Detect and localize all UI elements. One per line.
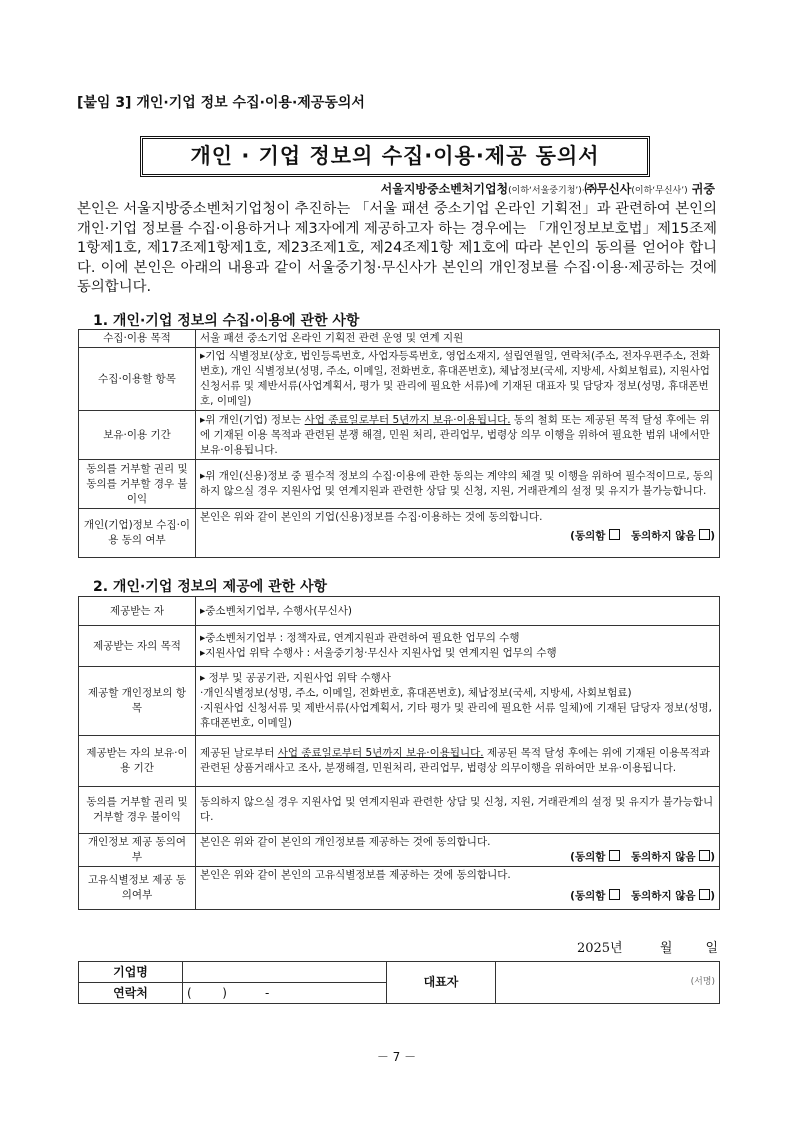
- row-content: ▸ 위 개인(신용)정보 중 필수적 정보의 수집·이용에 관한 동의는 계약의 체결 및 이행을 위하여 필수적이므로, 동의하지 않으실 경우 지원사업 및 연계지원과 관련한 상담 및 신청, 지원, 거래관계의 설정 및 유지가 불가능합니다.: [196, 460, 720, 509]
- table-row: [79, 962, 720, 983]
- row-content: 동의하지 않으실 경우 지원사업 및 연계지원과 관련한 상담 및 신청, 지원, 거래관계의 설정 및 유지가 불가능합니다.: [196, 787, 720, 834]
- table-row: [79, 667, 720, 736]
- addressee-line: [381, 180, 715, 197]
- contact-field[interactable]: ( ) -: [183, 983, 387, 1004]
- table-row: [79, 626, 720, 667]
- org2-note: (이하‘무신사’): [631, 186, 688, 196]
- row-content: 제공된 날로부터 사업 종료일로부터 5년까지 보유·이용됩니다. 제공된 목적 달성 후에는 위에 기재된 이용목적과 관련된 상품거래사고 조사, 분쟁해결, 민원처리, 관리업무, 법령상 의무이행을 위하여만 보유·이용됩니다.: [196, 736, 720, 787]
- row-header: 제공받는 자의 보유·이용 기간: [79, 736, 196, 787]
- company-label: 기업명: [79, 962, 183, 983]
- row-header: 수집·이용할 항목: [79, 348, 196, 411]
- consent-checkboxes: (동의함 동의하지 않음 ): [570, 530, 715, 542]
- agree-checkbox[interactable]: [609, 850, 620, 861]
- row-header: 제공할 개인정보의 항목: [79, 667, 196, 736]
- table-row: [79, 411, 720, 460]
- disagree-checkbox[interactable]: [699, 529, 710, 540]
- page-number: － 7 －: [376, 1050, 417, 1064]
- table-row: [79, 736, 720, 787]
- table-row: [79, 597, 720, 626]
- table-row: [79, 330, 720, 348]
- row-content: 본인은 위와 같이 본인의 개인정보를 제공하는 것에 동의합니다. (동의함 동의하지 않음 ): [196, 834, 720, 867]
- row-header: 제공받는 자의 목적: [79, 626, 196, 667]
- ceo-label: 대표자: [387, 962, 496, 1004]
- row-header: 보유·이용 기간: [79, 411, 196, 460]
- row-content: ▸ 중소벤처기업부, 수행사(무신사): [196, 597, 720, 626]
- section1-title: 1. 개인·기업 정보의 수집·이용에 관한 사항: [93, 313, 360, 329]
- row-content: 본인은 위와 같이 본인의 기업(신용)정보를 수집·이용하는 것에 동의합니다. (동의함 동의하지 않음 ): [196, 509, 720, 558]
- row-header: 개인정보 제공 동의여부: [79, 834, 196, 867]
- provision-table: [78, 596, 720, 910]
- table-row: [79, 867, 720, 910]
- row-header: 고유식별정보 제공 동의여부: [79, 867, 196, 910]
- document-title: 개인 · 기업 정보의 수집·이용·제공 동의서: [140, 136, 650, 177]
- disagree-checkbox[interactable]: [699, 889, 710, 900]
- date-line: 2025년 월 일: [576, 941, 718, 956]
- agree-checkbox[interactable]: [609, 889, 620, 900]
- intro-paragraph: 본인은 서울지방중소벤처기업청이 추진하는 「서울 패션 중소기업 온라인 기획전」과 관련하여 본인의 개인·기업 정보를 수집·이용하거나 제3자에게 제공하고자 하는 경우에는 「개인정보보호법」제15조제1항제1호, 제17조제1항제1호, 제23조제1호, 제24조제1항 제1호에 따라 본인의 동의를 얻어야 합니다. 이에 본인은 아래의 내용과 같이 서울중기청·무신사가 본인의 개인정보를 수집·이용·제공하는 것에 동의합니다.: [77, 201, 717, 295]
- row-content: 본인은 위와 같이 본인의 고유식별정보를 제공하는 것에 동의합니다. (동의함 동의하지 않음 ): [196, 867, 720, 910]
- org1-note: (이하‘서울중기청’)·: [508, 186, 585, 196]
- table-row: [79, 348, 720, 411]
- collection-table: [78, 329, 720, 558]
- ceo-signature-field[interactable]: (서명): [496, 962, 720, 1004]
- table-row: [79, 509, 720, 558]
- signature-table: [78, 961, 720, 1004]
- row-content: 서울 패션 중소기업 온라인 기획전 관련 운영 및 연계 지원: [196, 330, 720, 348]
- row-header: 동의를 거부할 권리 및 동의를 거부할 경우 불이익: [79, 460, 196, 509]
- contact-label: 연락처: [79, 983, 183, 1004]
- org1: 서울지방중소벤처기업청: [380, 182, 509, 196]
- company-field[interactable]: [183, 962, 387, 983]
- row-header: 수집·이용 목적: [79, 330, 196, 348]
- row-content: ▸ 정부 및 공공기관, 지원사업 위탁 수행사 ·개인식별정보(성명, 주소, 이메일, 전화번호, 휴대폰번호), 체납정보(국세, 지방세, 사회보험료) ·지원사업 신청서류 및 제반서류(사업계획서, 기타 평가 및 관리에 필요한 서류 일체)에 기재된 담당자 정보(성명, 휴대폰번호, 이메일): [196, 667, 720, 736]
- table-row: [79, 834, 720, 867]
- row-header: 동의를 거부할 권리 및 거부할 경우 불이익: [79, 787, 196, 834]
- disagree-checkbox[interactable]: [699, 850, 710, 861]
- attachment-title: [붙임 3] 개인·기업 정보 수집·이용·제공동의서: [77, 95, 365, 111]
- org2: ㈜무신사: [584, 182, 632, 196]
- row-content: ▸ 위 개인(기업) 정보는 사업 종료일로부터 5년까지 보유·이용됩니다. 동의 철회 또는 제공된 목적 달성 후에는 위에 기재된 이용 목적과 관련된 분쟁 해결, 민원 처리, 관리업무, 법령상 의무 이행을 위하여 필요한 범위 내에서만 보유·이용됩니다.: [196, 411, 720, 460]
- consent-checkboxes: (동의함 동의하지 않음 ): [570, 851, 715, 863]
- row-header: 제공받는 자: [79, 597, 196, 626]
- table-row: [79, 460, 720, 509]
- addressee-suffix: 귀중: [687, 182, 715, 196]
- agree-checkbox[interactable]: [609, 529, 620, 540]
- row-content: ▸ 중소벤처기업부 : 정책자료, 연계지원과 관련하여 필요한 업무의 수행 ▸ 지원사업 위탁 수행사 : 서울중기청·무신사 지원사업 및 연계지원 업무의 수행: [196, 626, 720, 667]
- consent-checkboxes: (동의함 동의하지 않음 ): [570, 890, 715, 902]
- row-header: 개인(기업)정보 수집·이용 동의 여부: [79, 509, 196, 558]
- section2-title: 2. 개인·기업 정보의 제공에 관한 사항: [93, 579, 328, 595]
- table-row: [79, 787, 720, 834]
- row-content: ▸ 기업 식별정보(상호, 법인등록번호, 사업자등록번호, 영업소재지, 설립연월일, 연락처(주소, 전자우편주소, 전화번호), 개인 식별정보(성명, 주소, 이메일, 전화번호, 휴대폰번호), 체납정보(국세, 지방세, 사회보험료), 지원사업 신청서류 및 제반서류(사업계획서, 평가 및 관리에 필요한 서류)에 기재된 대표자 및 담당자 정보(성명, 휴대폰번호, 이메일): [196, 348, 720, 411]
